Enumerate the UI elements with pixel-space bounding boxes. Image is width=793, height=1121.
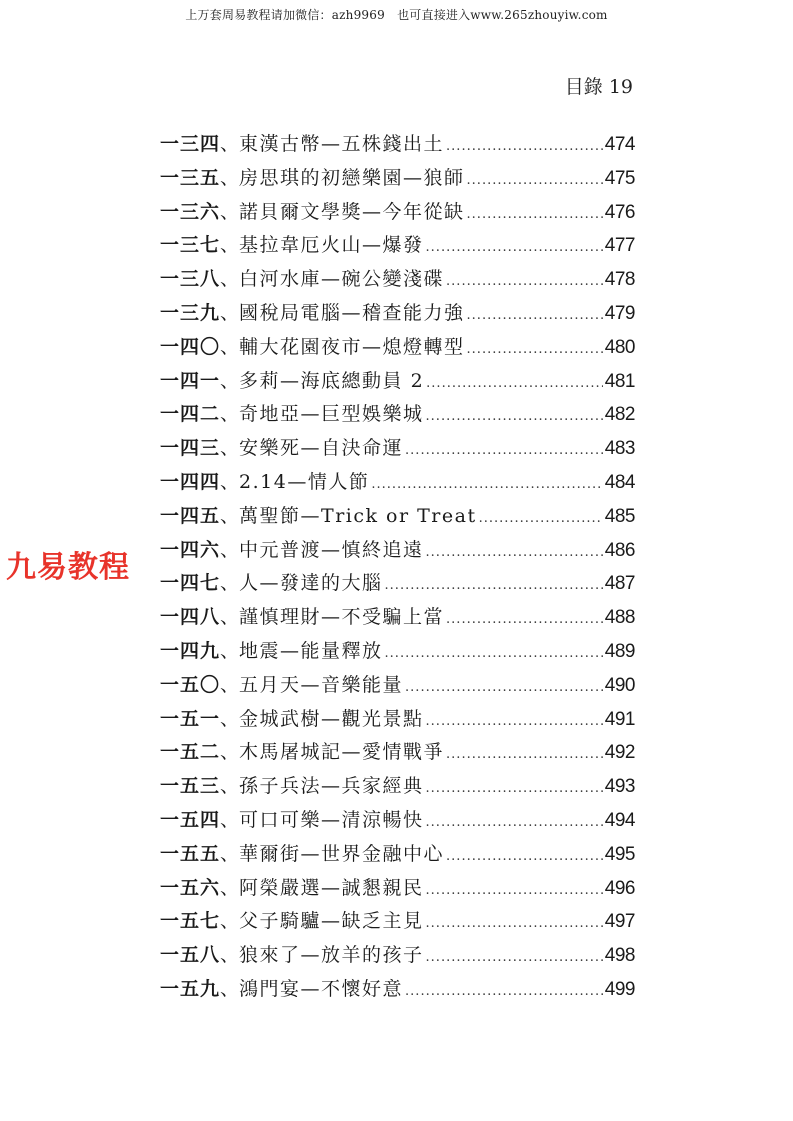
entry-separator: 、 [220, 808, 240, 831]
top-banner: 上万套周易教程请加微信：azh9969 也可直接进入www.265zhouyiw.com [185, 8, 608, 22]
toc-entry [160, 162, 635, 196]
dot-leader [426, 907, 603, 941]
entry-separator: 、 [220, 741, 240, 764]
dot-leader [446, 130, 603, 164]
entry-page-number: 484 [604, 471, 635, 493]
entry-separator: 、 [220, 572, 240, 595]
entry-separator: 、 [220, 470, 240, 493]
entry-title: 東漢古幣—五株錢出土 [239, 133, 445, 155]
entry-title: 地震—能量釋放 [239, 639, 383, 662]
dot-leader [405, 671, 603, 705]
toc-entry [160, 872, 635, 906]
entry-number: 一三四 [160, 133, 221, 155]
entry-separator: 、 [220, 606, 240, 629]
toc-entry [160, 229, 635, 263]
entry-number: 一四八 [160, 606, 221, 629]
entry-title: 人—發達的大腦 [239, 572, 383, 595]
entry-separator: 、 [220, 504, 240, 527]
toc-entry [160, 669, 635, 703]
entry-number: 一四二 [160, 403, 221, 426]
dot-leader [426, 231, 603, 265]
entry-separator: 、 [220, 200, 240, 223]
dot-leader [385, 637, 603, 671]
toc-entry [160, 635, 635, 669]
toc-entry [160, 263, 635, 297]
dot-leader [479, 502, 603, 536]
entry-page-number: 483 [604, 438, 635, 460]
entry-number: 一五七 [160, 910, 221, 933]
entry-title: 2.14—情人節 [239, 470, 370, 493]
entry-title: 可口可樂—清涼暢快 [239, 808, 424, 831]
entry-number: 一五四 [160, 808, 221, 831]
entry-number: 一五三 [160, 775, 221, 798]
entry-page-number: 499 [604, 978, 635, 1000]
entry-title: 狼來了—放羊的孩子 [239, 944, 424, 967]
toc-entry [160, 534, 635, 568]
toc-entry [160, 973, 635, 1007]
entry-page-number: 498 [604, 945, 635, 967]
entry-title: 基拉韋厄火山—爆發 [239, 234, 424, 257]
toc-entry [160, 466, 635, 500]
entry-title: 木馬屠城記—愛情戰爭 [239, 741, 445, 764]
entry-number: 一五二 [160, 741, 221, 764]
entry-page-number: 494 [604, 809, 635, 831]
entry-separator: 、 [220, 234, 240, 257]
dot-leader [405, 434, 603, 468]
entry-title: 金城武樹—觀光景點 [239, 707, 424, 730]
entry-page-number: 474 [604, 134, 635, 155]
dot-leader [467, 333, 603, 367]
toc-entry [160, 398, 635, 432]
dot-leader [385, 569, 603, 603]
entry-number: 一三五 [160, 166, 221, 189]
dot-leader [426, 400, 603, 434]
entry-title: 諾貝爾文學獎—今年從缺 [239, 200, 465, 223]
dot-leader [446, 738, 603, 772]
entry-number: 一五六 [160, 876, 221, 899]
entry-page-number: 475 [604, 167, 635, 189]
toc-entry [160, 804, 635, 838]
dot-leader [446, 840, 603, 874]
entry-page-number: 492 [604, 742, 635, 764]
entry-title: 阿榮嚴選—誠懇親民 [239, 876, 424, 899]
entry-title: 華爾街—世界金融中心 [239, 842, 445, 865]
entry-page-number: 482 [604, 404, 635, 426]
entry-separator: 、 [220, 335, 240, 358]
entry-page-number: 489 [604, 640, 635, 662]
entry-title: 奇地亞—巨型娛樂城 [239, 403, 424, 426]
entry-separator: 、 [220, 673, 240, 696]
dot-leader [467, 164, 603, 198]
dot-leader [426, 874, 603, 908]
entry-number: 一三八 [160, 268, 221, 291]
toc-entry [160, 500, 635, 534]
toc-entry [160, 838, 635, 872]
entry-title: 輔大花園夜市—熄燈轉型 [239, 335, 465, 358]
entry-number: 一三九 [160, 301, 221, 324]
entry-page-number: 486 [604, 539, 635, 561]
entry-number: 一五一 [160, 707, 221, 730]
entry-page-number: 488 [604, 607, 635, 629]
toc-entry [160, 432, 635, 466]
entry-title: 房思琪的初戀樂園—狼師 [239, 166, 465, 189]
toc-entry [160, 331, 635, 365]
entry-separator: 、 [220, 910, 240, 933]
entry-number: 一四七 [160, 572, 221, 595]
dot-leader [446, 265, 603, 299]
dot-leader [467, 198, 603, 232]
entry-number: 一四一 [160, 369, 221, 392]
entry-number: 一三七 [160, 234, 221, 257]
entry-page-number: 477 [604, 235, 635, 257]
entry-page-number: 481 [604, 370, 635, 392]
entry-separator: 、 [220, 538, 240, 561]
entry-page-number: 496 [604, 877, 635, 899]
entry-number: 一五〇 [160, 673, 221, 696]
entry-separator: 、 [220, 775, 240, 798]
entry-number: 一三六 [160, 200, 221, 223]
toc-entry [160, 601, 635, 635]
entry-number: 一四三 [160, 437, 221, 460]
entry-title: 謹慎理財—不受騙上當 [239, 606, 445, 629]
entry-separator: 、 [220, 977, 240, 1000]
dot-leader [446, 603, 603, 637]
toc-entry [160, 128, 635, 162]
entry-title: 中元普渡—慎終追遠 [239, 538, 424, 561]
entry-number: 一五五 [160, 842, 221, 865]
entry-page-number: 478 [604, 269, 635, 291]
entry-separator: 、 [220, 707, 240, 730]
dot-leader [426, 806, 603, 840]
entry-page-number: 476 [604, 201, 635, 223]
dot-leader [426, 705, 603, 739]
entry-separator: 、 [220, 842, 240, 865]
entry-separator: 、 [220, 437, 240, 460]
entry-number: 一四〇 [160, 335, 221, 358]
entry-page-number: 479 [604, 302, 635, 324]
entry-number: 一四四 [160, 470, 221, 493]
toc-entry [160, 196, 635, 230]
entry-title: 孫子兵法—兵家經典 [239, 775, 424, 798]
entry-page-number: 497 [604, 911, 635, 933]
entry-number: 一五八 [160, 944, 221, 967]
entry-separator: 、 [220, 301, 240, 324]
dot-leader [426, 941, 603, 975]
table-of-contents [160, 128, 635, 1007]
dot-leader [467, 299, 603, 333]
entry-separator: 、 [220, 944, 240, 967]
entry-title: 多莉—海底總動員 2 [239, 369, 425, 392]
toc-entry [160, 703, 635, 737]
entry-title: 安樂死—自決命運 [239, 437, 404, 460]
entry-separator: 、 [220, 639, 240, 662]
entry-number: 一四六 [160, 538, 221, 561]
entry-title: 父子騎驢—缺乏主見 [239, 910, 424, 933]
entry-separator: 、 [220, 403, 240, 426]
entry-separator: 、 [220, 166, 240, 189]
toc-entry [160, 736, 635, 770]
entry-number: 一四五 [160, 504, 221, 527]
toc-entry [160, 567, 635, 601]
entry-page-number: 491 [604, 708, 635, 730]
entry-page-number: 490 [604, 674, 635, 696]
dot-leader [426, 772, 603, 806]
dot-leader [426, 536, 603, 570]
entry-separator: 、 [220, 369, 240, 392]
running-head: 目錄 19 [564, 76, 633, 98]
toc-entry [160, 770, 635, 804]
entry-title: 萬聖節—Trick or Treat [239, 504, 477, 527]
entry-title: 國稅局電腦—稽查能力強 [239, 301, 465, 324]
entry-page-number: 495 [604, 843, 635, 865]
entry-page-number: 493 [604, 776, 635, 798]
dot-leader [371, 468, 602, 502]
watermark-text: 九易教程 [6, 550, 130, 585]
entry-title: 五月天—音樂能量 [239, 673, 404, 696]
entry-separator: 、 [220, 133, 240, 155]
entry-title: 鴻門宴—不懷好意 [239, 977, 404, 1000]
entry-separator: 、 [220, 268, 240, 291]
dot-leader [426, 367, 603, 401]
entry-number: 一四九 [160, 639, 221, 662]
entry-page-number: 480 [604, 336, 635, 358]
dot-leader [405, 975, 603, 1009]
entry-separator: 、 [220, 876, 240, 899]
toc-entry [160, 297, 635, 331]
entry-number: 一五九 [160, 977, 221, 1000]
toc-entry [160, 365, 635, 399]
entry-page-number: 485 [604, 505, 635, 527]
toc-entry [160, 939, 635, 973]
entry-title: 白河水庫—碗公變淺碟 [239, 268, 445, 291]
entry-page-number: 487 [604, 573, 635, 595]
toc-entry [160, 905, 635, 939]
